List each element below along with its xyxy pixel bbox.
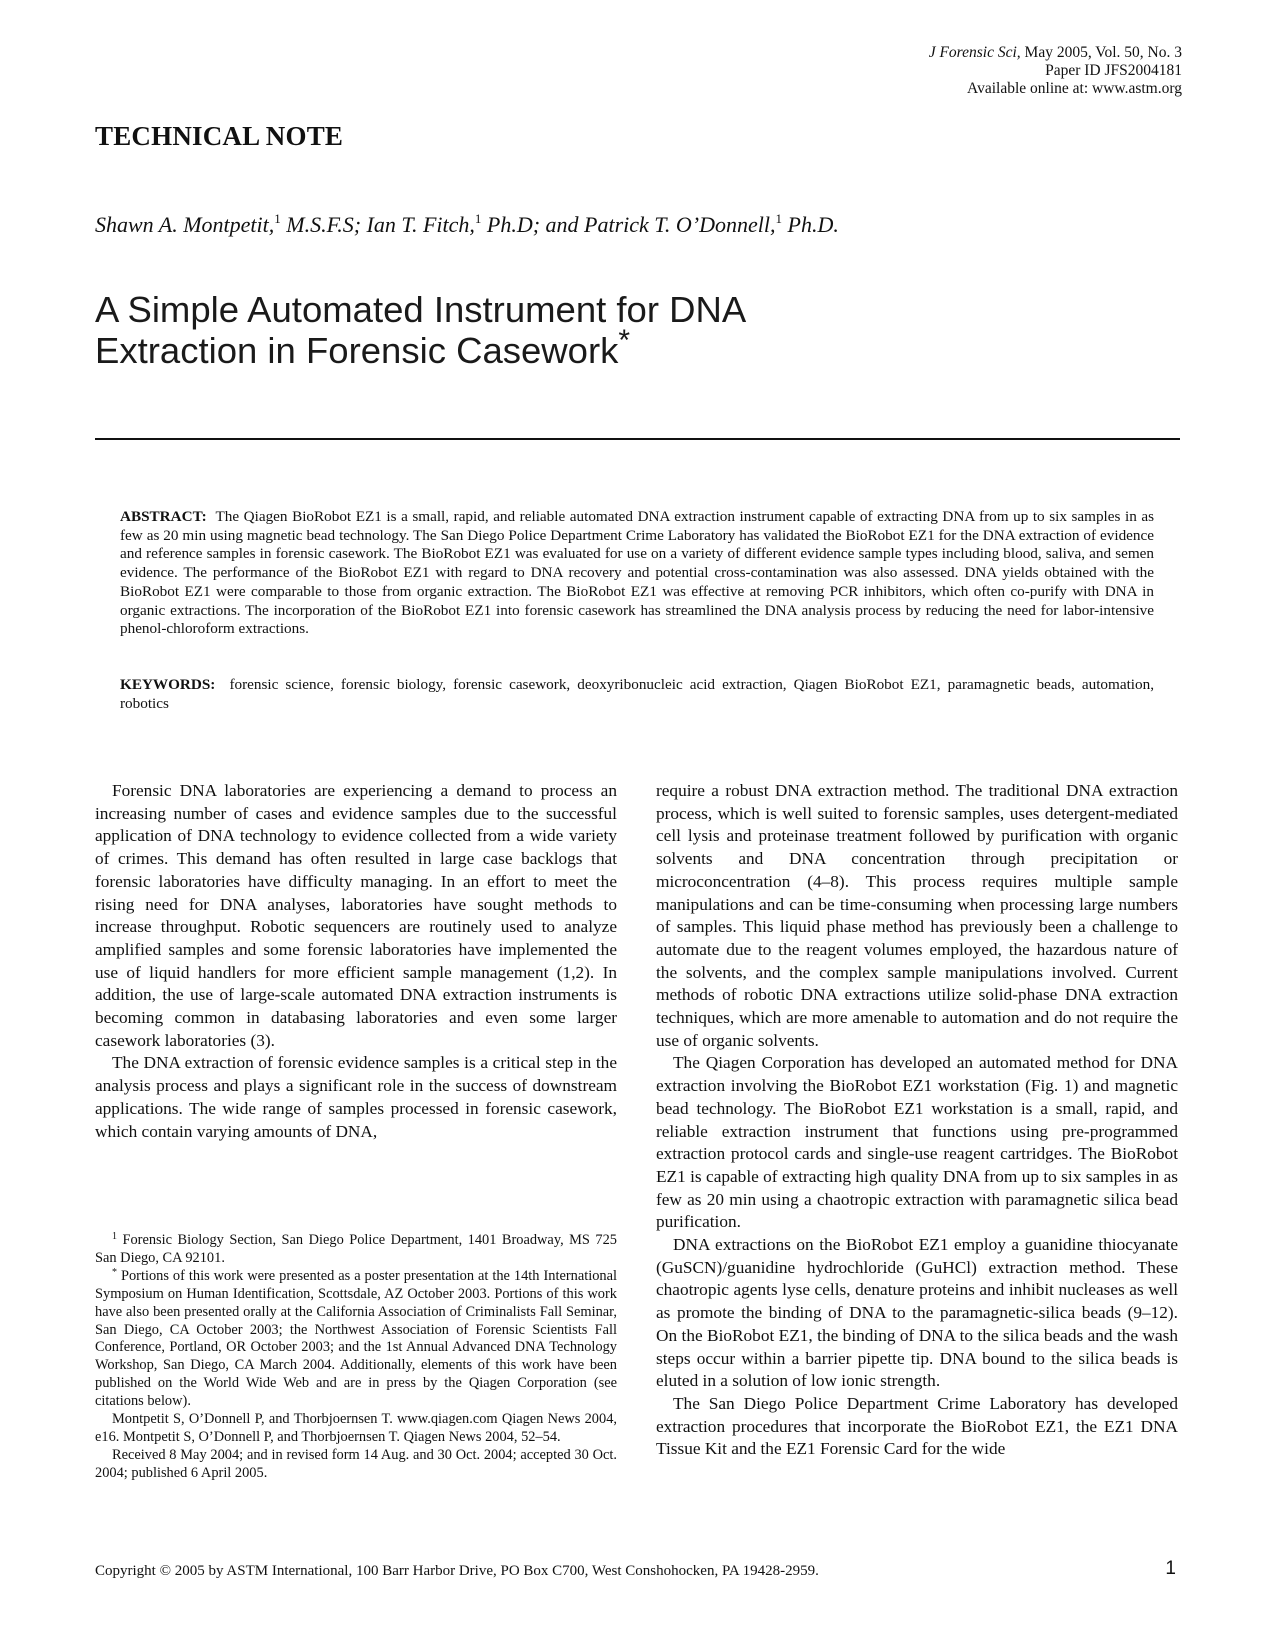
keywords-text: forensic science, forensic biology, forensic casework, deoxyribonucleic acid extraction, Qiagen BioRobot EZ1, paramagnetic beads, automation, robotics: [120, 676, 1154, 712]
journal-issue-line: [682, 44, 1182, 62]
keywords-label: KEYWORDS:: [120, 676, 216, 693]
author-name: Patrick T. O’Donnell,: [584, 212, 776, 237]
body-paragraph: require a robust DNA extraction method. The traditional DNA extraction process, which is well suited to forensic samples, uses detergent-mediated cell lysis and proteinase treatment followed by purification with organic solvents and DNA concentration through precipitation or microconcentration (4–8). This process requires multiple sample manipulations and can be time-consuming when processing large numbers of samples. This liquid phase method has previously been a challenge to automate due to the reagent volumes employed, the hazardous nature of the solvents, and the complex sample manipulations involved. Current methods of robotic DNA extractions utilize solid-phase DNA extraction techniques, which are more amenable to automation and do not require the use of organic solvents.: [656, 781, 1178, 1050]
affiliation-marker: 1: [775, 211, 782, 226]
availability-link[interactable]: Available online at: www.astm.org: [967, 80, 1182, 97]
body-paragraph: The DNA extraction of forensic evidence samples is a critical step in the analysis process and plays a significant role in the success of downstream applications. The wide range of samples processed in forensic casework, which contain varying amounts of DNA,: [95, 1053, 617, 1141]
author-name: Ian T. Fitch,: [366, 212, 475, 237]
journal-issue: May 2005, Vol. 50, No. 3: [1024, 44, 1182, 61]
body-paragraph: The San Diego Police Department Crime Laboratory has developed extraction procedures that incorporate the BioRobot EZ1, the EZ1 DNA Tissue Kit and the EZ1 Forensic Card for the wide: [656, 1393, 1178, 1459]
title-line-1: A Simple Automated Instrument for DNA: [95, 289, 747, 330]
affiliation-marker: 1: [274, 211, 281, 226]
author-degree: Ph.D.: [787, 212, 839, 237]
journal-info: [682, 44, 1182, 98]
body-paragraph: The Qiagen Corporation has developed an automated method for DNA extraction involving the BioRobot EZ1 workstation (Fig. 1) and magnetic bead technology. The BioRobot EZ1 workstation is a small, rapid, and reliable extraction instrument that functions using pre-programmed extraction protocol cards and single-use reagent cartridges. The BioRobot EZ1 is capable of extracting high quality DNA from up to six samples in as few as 20 min using a chaotropic extraction with paramagnetic silica bead purification.: [656, 1053, 1178, 1232]
author-name: Shawn A. Montpetit,: [95, 212, 275, 237]
section-label: TECHNICAL NOTE: [95, 121, 344, 151]
footnote-marker: 1: [112, 1231, 117, 1242]
page-number: 1: [1165, 1558, 1176, 1579]
paper-title: [95, 289, 895, 371]
abstract: [120, 508, 1154, 639]
abstract-text: The Qiagen BioRobot EZ1 is a small, rapid, and reliable automated DNA extraction instrument capable of extracting DNA from up to six samples in as few as 20 min using magnetic bead technology. The San Diego Police Department Crime Laboratory has validated the BioRobot EZ1 for the DNA extraction of evidence and reference samples in forensic casework. The BioRobot EZ1 was evaluated for use on a variety of different evidence sample types including blood, saliva, and semen evidence. The performance of the BioRobot EZ1 with regard to DNA recovery and potential cross-contamination was also assessed. DNA yields obtained with the BioRobot EZ1 were comparable to those from organic extraction. The BioRobot EZ1 was effective at removing PCR inhibitors, which often co-purify with DNA in organic extractions. The incorporation of the BioRobot EZ1 into forensic casework has streamlined the DNA analysis process by reducing the need for labor-intensive phenol-chloroform extractions.: [120, 508, 1154, 638]
journal-name: J Forensic Sci,: [928, 44, 1021, 61]
author-degree: Ph.D; and: [486, 212, 579, 237]
body-paragraph: Forensic DNA laboratories are experiencing a demand to process an increasing number of cases and evidence samples due to the successful application of DNA technology to evidence collected from a wide variety of crimes. This demand has often resulted in large case backlogs that forensic laboratories have difficulty managing. In an effort to meet the rising need for DNA analyses, laboratories have sought methods to increase throughput. Robotic sequencers are routinely used to analyze amplified samples and some forensic laboratories have implemented the use of liquid handlers for more efficient sample management (1,2). In addition, the use of large-scale automated DNA extraction instruments is becoming common in databasing laboratories and even some larger casework laboratories (3).: [95, 781, 617, 1050]
copyright-line: Copyright © 2005 by ASTM International, 100 Barr Harbor Drive, PO Box C700, West Conshohocken, PA 19428-2959.: [95, 1563, 819, 1579]
footnote-marker: *: [112, 1266, 117, 1278]
paper-id: Paper ID JFS2004181: [1045, 62, 1182, 79]
body-paragraph: DNA extractions on the BioRobot EZ1 employ a guanidine thiocyanate (GuSCN)/guanidine hydrochloride (GuHCl) extraction method. These chaotropic agents lyse cells, denature proteins and inhibit nucleases as well as promote the binding of DNA to the paramagnetic-silica beads (9–12). On the BioRobot EZ1, the binding of DNA to the silica beads and the wash steps occur within a barrier pipette tip. DNA bound to the silica beads is eluted in a solution of low ionic strength.: [656, 1235, 1178, 1391]
affiliation-marker: 1: [474, 211, 482, 226]
keywords: [120, 676, 1154, 713]
title-divider: [95, 438, 1180, 440]
title-footnote-marker: *: [618, 324, 631, 357]
title-line-2: Extraction in Forensic Casework*: [95, 324, 631, 371]
body-column-left: [95, 780, 617, 1143]
author-list: [95, 212, 839, 238]
author-degree: M.S.F.S;: [286, 212, 362, 237]
footnote-citations: Montpetit S, O’Donnell P, and Thorbjoernsen T. www.qiagen.com Qiagen News 2004, e16. Montpetit S, O’Donnell P, and Thorbjoernsen T. Qiagen News 2004, 52–54.: [95, 1411, 617, 1445]
footnote-presentation: * Portions of this work were presented as a poster presentation at the 14th International Symposium on Human Identification, Scottsdale, AZ October 2003. Portions of this work have also been presented orally at the California Association of Criminalists Fall Seminar, San Diego, CA October 2003; the Northwest Association of Forensic Scientists Fall Conference, Portland, OR October 2003; and the 1st Annual Advanced DNA Technology Workshop, San Diego, CA March 2004. Additionally, elements of this work have been published on the World Wide Web and are in press by the Qiagen Corporation (see citations below).: [95, 1266, 617, 1410]
abstract-label: ABSTRACT:: [120, 508, 207, 525]
footnote-received: Received 8 May 2004; and in revised form 14 Aug. and 30 Oct. 2004; accepted 30 Oct. 2004; published 6 April 2005.: [95, 1446, 617, 1481]
body-column-right: [656, 780, 1178, 1461]
footnotes: [95, 1232, 617, 1483]
footnote-affiliation: $^1$ Forensic Biology Section, San Diego Police Department, 1401 Broadway, MS 725 San Diego, CA 92101.: [95, 1231, 617, 1266]
